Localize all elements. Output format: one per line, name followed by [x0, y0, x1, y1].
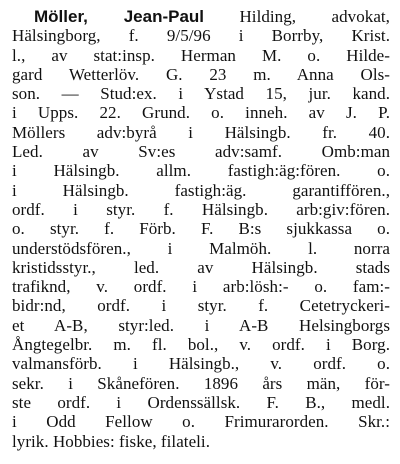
entry-line-3: l., av stat:insp. Herman M. o. Hilde- — [12, 45, 390, 65]
entry-line-13: understödsfören., i Malmöh. l. norra — [12, 238, 390, 258]
entry-line-8: Led. av Sv:es adv:samf. Omb:man — [12, 142, 390, 162]
entry-line-15: trafiknd, v. ordf. i arb:lösh:- o. fam:- — [12, 277, 390, 297]
entry-line-14: kristidsstyr., led. av Hälsingb. stads — [12, 257, 390, 277]
entry-first-line-text: Hilding, advokat, — [204, 7, 390, 26]
entry-line-4: gard Wetterlöv. G. 23 m. Anna Ols- — [12, 64, 390, 84]
entry-line-16: bidr:nd, ordf. i styr. f. Cetetryckeri- — [12, 296, 390, 316]
entry-line-9: i Hälsingb. allm. fastigh:äg:fören. o. — [12, 161, 390, 181]
entry-line-23: lyrik. Hobbies: fiske, filateli. — [12, 431, 211, 451]
entry-line-22: i Odd Fellow o. Frimurarorden. Skr.: — [12, 412, 390, 432]
entry-line-2: Hälsingborg, f. 9/5/96 i Borrby, Krist. — [12, 26, 390, 46]
entry-line-12: o. styr. f. Förb. F. B:s sjukkassa o. — [12, 219, 390, 239]
entry-line-17: et A-B, styr:led. i A-B Helsingborgs — [12, 315, 390, 335]
entry-line-18: Ångtegelbr. m. fl. bol., v. ordf. i Borg. — [12, 335, 390, 355]
entry-line-11: ordf. i styr. f. Hälsingb. arb:giv:fören. — [12, 199, 390, 219]
entry-name: Möller, Jean-Paul — [34, 7, 205, 26]
entry-line-5: son. — Stud:ex. i Ystad 15, jur. kand. — [12, 84, 390, 104]
entry-line-20: sekr. i Skånefören. 1896 års män, för- — [12, 373, 390, 393]
entry-line-7: Möllers adv:byrå i Hälsingb. fr. 40. — [12, 122, 390, 142]
entry-line-1 — [12, 7, 390, 26]
entry-line-6: i Upps. 22. Grund. o. inneh. av J. P. — [12, 103, 390, 123]
entry-line-19: valmansförb. i Hälsingb., v. ordf. o. — [12, 354, 390, 374]
entry-line-10: i Hälsingb. fastigh:äg. garantiffören., — [12, 180, 390, 200]
entry-line-21: ste ordf. i Ordenssällsk. F. B., medl. — [12, 392, 390, 412]
